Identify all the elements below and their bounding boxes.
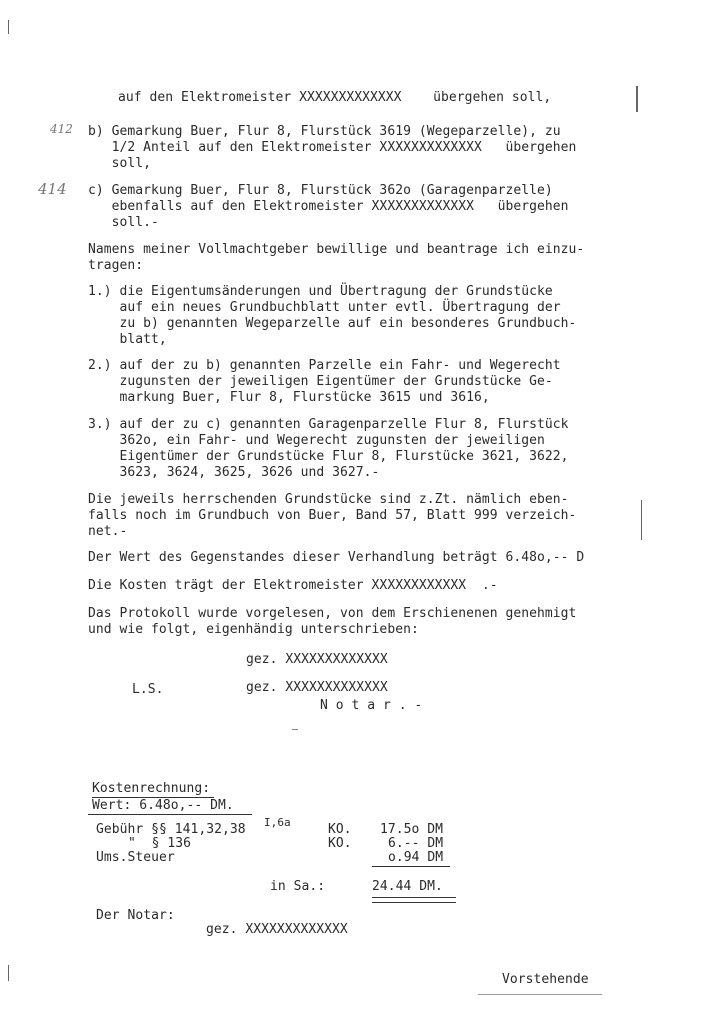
total-amount: 24.44 DM. [372, 879, 443, 894]
notary-label: Der Notar: [96, 908, 175, 923]
total-double-underline [372, 897, 456, 903]
item-b-line-2: 1/2 Anteil auf den Elektromeister XXXXXXXXXXXXX übergehen [88, 140, 577, 155]
signature-gez-2: gez. XXXXXXXXXXXXX [246, 680, 388, 695]
protocol-line-1: Das Protokoll wurde vorgelesen, von dem Erschienenen genehmigt [88, 606, 577, 621]
signature-gez-1: gez. XXXXXXXXXXXXX [246, 652, 388, 667]
left-edge-mark [8, 20, 9, 34]
tax-underline [372, 866, 450, 867]
entry-1-line-2: auf ein neues Grundbuchblatt unter evtl. Übertragung der [88, 300, 561, 315]
margin-annotation-b: 412 [50, 122, 73, 136]
dominant-line-2: falls noch im Grundbuch von Buer, Band 57, Blatt 999 verzeich- [88, 508, 577, 523]
value-line: Der Wert des Gegenstandes dieser Verhandlung beträgt 6.48o,-- D [88, 550, 585, 565]
item-c-line-2: ebenfalls auf den Elektromeister XXXXXXXXXXXXX übergehen [88, 199, 569, 214]
row2-ko: KO. [328, 836, 352, 851]
entry-1-line-3: zu b) genannten Wegeparzelle auf ein besonderes Grundbuch- [88, 316, 577, 331]
item-b-line-3: soll, [88, 156, 152, 171]
scan-speck [292, 729, 298, 730]
row2-amount: 6.-- DM [388, 836, 444, 851]
fee-amount: 17.5o DM [380, 822, 444, 837]
invoice-value-underline [88, 814, 252, 815]
entry-3-line-4: 3623, 3624, 3625, 3626 und 3627.- [88, 465, 380, 480]
item-b-line-1: b) Gemarkung Buer, Flur 8, Flurstück 3619 (Wegeparzelle), zu [88, 124, 561, 139]
footer-underline [478, 994, 602, 995]
protocol-line-2: und wie folgt, eigenhändig unterschrieben: [88, 622, 419, 637]
entry-3-line-3: Eigentümer der Grundstücke Flur 8, Flurstücke 3621, 3622, [88, 449, 569, 464]
entry-2-line-2: zugunsten der jeweiligen Eigentümer der Grundstücke Ge- [88, 374, 553, 389]
left-edge-mark [8, 965, 9, 981]
total-label: in Sa.: [270, 879, 326, 894]
item-a-end: auf den Elektromeister XXXXXXXXXXXXX übergehen soll, [118, 90, 552, 105]
fee-superscript: I,6a [264, 816, 291, 829]
entry-2-line-3: markung Buer, Flur 8, Flurstücke 3615 und 3616, [88, 390, 490, 405]
margin-annotation-c: 414 [38, 180, 67, 198]
dominant-line-3: net.- [88, 524, 128, 539]
notary-title: N o t a r . - [320, 698, 423, 713]
entry-1-line-1: 1.) die Eigentumsänderungen und Übertragung der Grundstücke [88, 284, 553, 299]
item-c-line-3: soll.- [88, 215, 159, 230]
costs-line: Die Kosten trägt der Elektromeister XXXXXXXXXXXX .- [88, 578, 498, 593]
tax-label: Ums.Steuer [96, 850, 175, 865]
notary-signature: gez. XXXXXXXXXXXXX [206, 922, 348, 937]
entry-1-line-4: blatt, [88, 332, 167, 347]
entry-2-line-1: 2.) auf der zu b) genannten Parzelle ein Fahr- und Wegerecht [88, 358, 561, 373]
invoice-heading: Kostenrechnung: [92, 781, 211, 796]
item-c-line-1: c) Gemarkung Buer, Flur 8, Flurstück 362o (Garagenparzelle) [88, 183, 553, 198]
dominant-line-1: Die jeweils herrschenden Grundstücke sind z.Zt. nämlich eben- [88, 492, 569, 507]
seal-label: L.S. [132, 682, 164, 697]
footer-continuation: Vorstehende [502, 972, 589, 987]
entry-3-line-1: 3.) auf der zu c) genannten Garagenparzelle Flur 8, Flurstück [88, 417, 569, 432]
invoice-value-row: Wert: 6.48o,-- DM. [92, 798, 234, 813]
right-edge-mark [636, 86, 638, 112]
tax-amount: o.94 DM [388, 850, 444, 865]
right-edge-mark [641, 500, 642, 540]
fee-ko: KO. [328, 822, 352, 837]
intro-line-1: Namens meiner Vollmachtgeber bewillige und beantrage ich einzu- [88, 242, 585, 257]
row2-label: " § 136 [128, 836, 192, 851]
fee-label: Gebühr §§ 141,32,38 [96, 822, 246, 837]
entry-3-line-2: 362o, ein Fahr- und Wegerecht zugunsten der jeweiligen [88, 433, 545, 448]
intro-line-2: tragen: [88, 258, 144, 273]
